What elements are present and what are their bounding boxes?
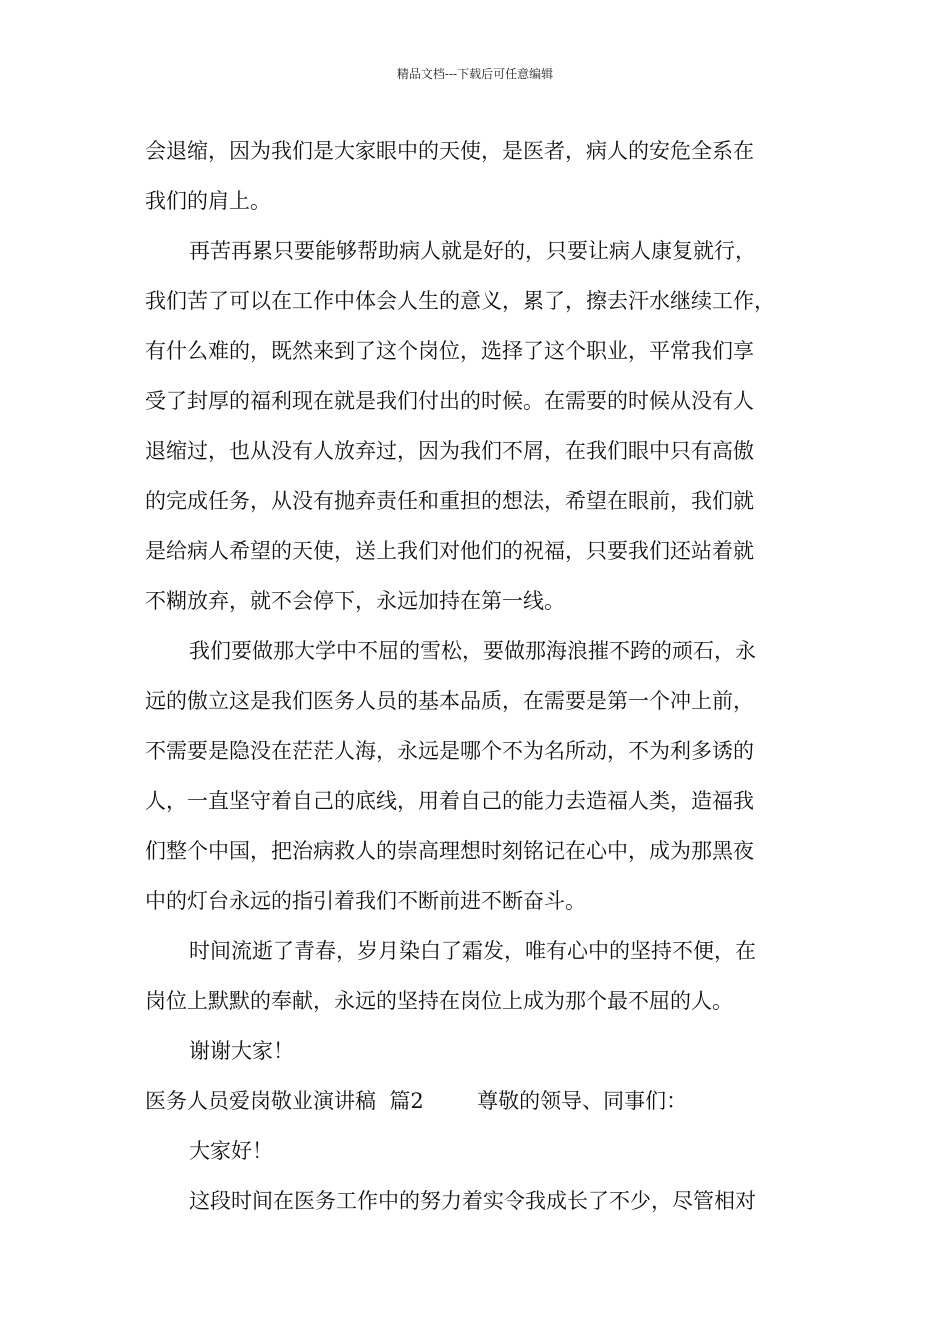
body-line: 人，一直坚守着自己的底线，用着自己的能力去造福人类，造福我 [145, 789, 754, 813]
body-line: 我们要做那大学中不屈的雪松，要做那海浪摧不跨的顽石，永 [189, 639, 756, 663]
body-line: 们整个中国，把治病救人的崇高理想时刻铭记在心中，成为那黑夜 [145, 839, 754, 863]
body-line: 是给病人希望的天使，送上我们对他们的祝福，只要我们还站着就 [145, 539, 754, 563]
body-line: 有什么难的，既然来到了这个岗位，选择了这个职业，平常我们享 [145, 339, 754, 363]
body-line: 会退缩，因为我们是大家眼中的天使，是医者，病人的安危全系在 [145, 139, 754, 163]
body-line: 再苦再累只要能够帮助病人就是好的，只要让病人康复就行， [189, 239, 756, 263]
body-line: 不糊放弃，就不会停下，永远加持在第一线。 [145, 589, 565, 613]
body-line: 我们苦了可以在工作中体会人生的意义，累了，擦去汗水继续工作， [145, 289, 775, 313]
body-line: 谢谢大家！ [189, 1039, 294, 1063]
page-header: 精品文档---下载后可任意编辑 [396, 67, 554, 81]
body-line: 的完成任务，从没有抛弃责任和重担的想法，希望在眼前，我们就 [145, 489, 754, 513]
body-line: 时间流逝了青春，岁月染白了霜发，唯有心中的坚持不便，在 [189, 939, 756, 963]
body-line: 这段时间在医务工作中的努力着实令我成长了不少，尽管相对 [189, 1189, 756, 1213]
section-heading: 医务人员爱岗敬业演讲稿 篇2 尊敬的领导、同事们： [145, 1089, 688, 1113]
body-line: 我们的肩上。 [145, 189, 271, 213]
body-line: 岗位上默默的奉献，永远的坚持在岗位上成为那个最不屈的人。 [145, 989, 733, 1013]
body-line: 中的灯台永远的指引着我们不断前进不断奋斗。 [145, 889, 586, 913]
body-line: 受了封厚的福利现在就是我们付出的时候。在需要的时候从没有人 [145, 389, 754, 413]
body-line: 不需要是隐没在茫茫人海，永远是哪个不为名所动，不为利多诱的 [145, 739, 754, 763]
body-line: 大家好！ [189, 1139, 273, 1163]
body-line: 退缩过，也从没有人放弃过，因为我们不屑，在我们眼中只有高傲 [145, 439, 754, 463]
body-line: 远的傲立这是我们医务人员的基本品质，在需要是第一个冲上前， [145, 689, 754, 713]
